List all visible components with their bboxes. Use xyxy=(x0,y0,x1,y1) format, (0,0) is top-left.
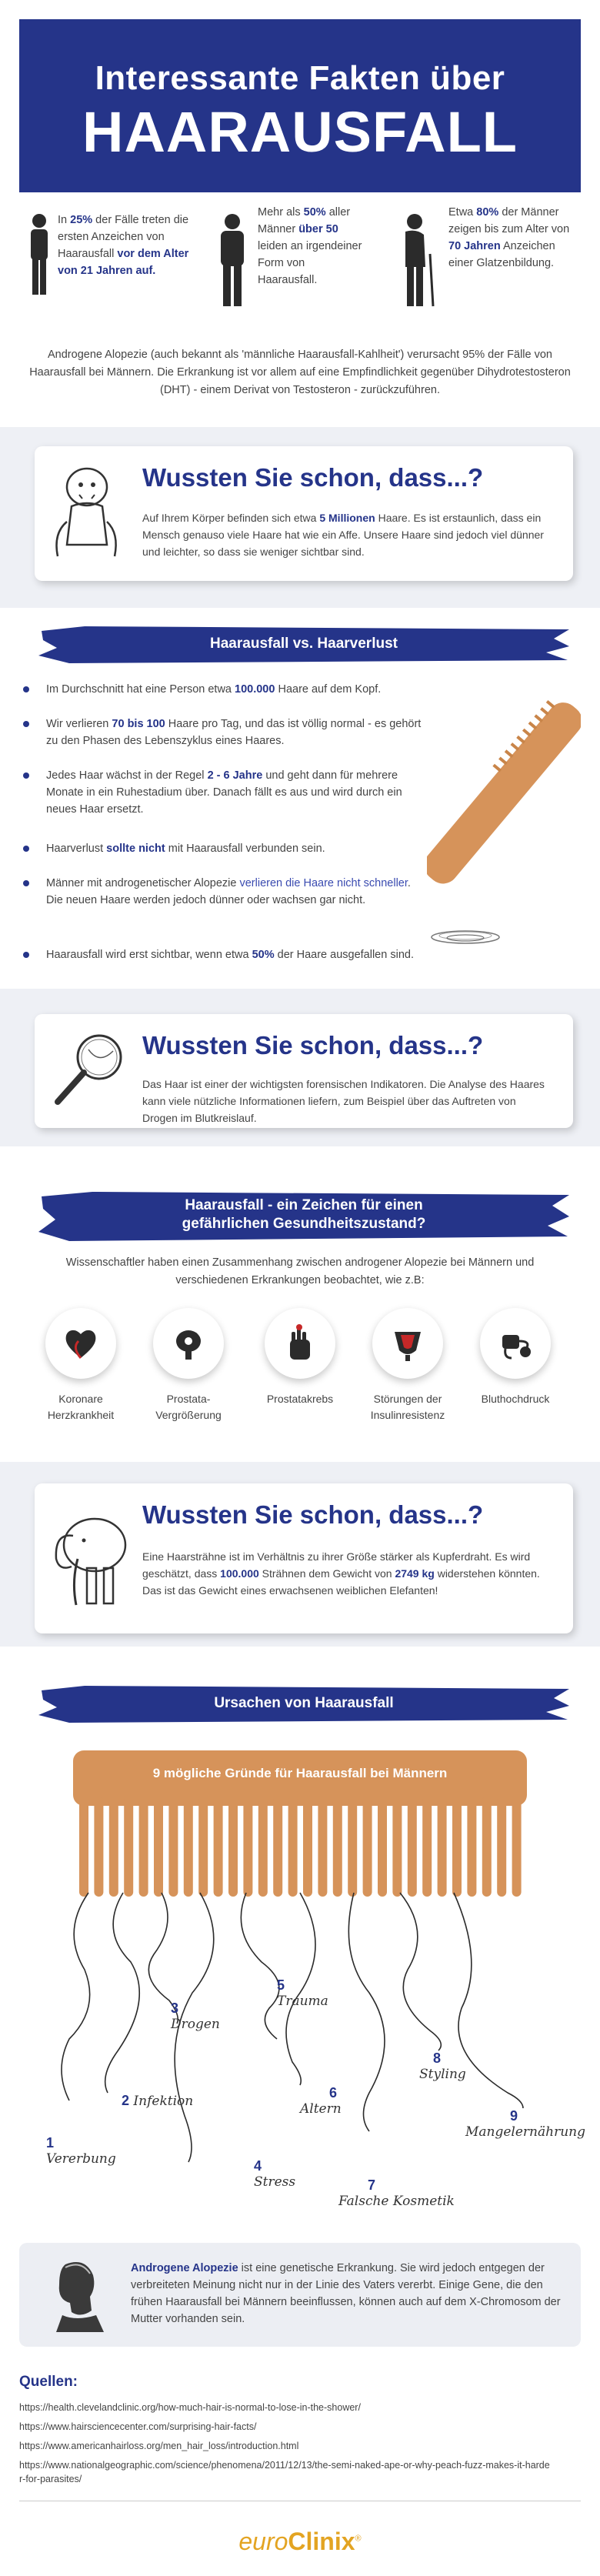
genetic-box xyxy=(19,2243,581,2347)
source-link-3[interactable]: https://www.americanhairloss.org/men_hair_loss/introduction.html xyxy=(19,2441,299,2451)
source-link-1[interactable]: https://health.clevelandclinic.org/how-much-hair-is-normal-to-lose-in-the-shower/ xyxy=(19,2402,361,2413)
comb-tooth xyxy=(198,1797,208,1897)
cause-7: 7 Falsche Kosmetik xyxy=(338,2177,455,2209)
dyk3-title: Wussten Sie schon, dass...? xyxy=(142,1500,484,1529)
comb-tooth xyxy=(168,1797,178,1897)
bullet-1: Im Durchschnitt hat eine Person etwa 100.000 Haare auf dem Kopf. xyxy=(23,681,423,698)
comb-tooth xyxy=(228,1797,238,1897)
disease-prostate-label-2: Vergrößerung xyxy=(155,1409,222,1421)
disease-prostate-cancer-label: Prostatakrebs xyxy=(266,1393,334,1405)
comb-tooth xyxy=(378,1797,387,1897)
cause-5: 5 Trauma xyxy=(277,1977,328,2009)
disease-heart-label-2: Herzkrankheit xyxy=(47,1409,115,1421)
dyk3-text: Eine Haarsträhne ist im Verhältnis zu ihrer Größe stärker als Kupferdraht. Es wird geschätzt, dass 100.000 Strähnen dem Gewicht von 2749 kg widerstehen könnten. Das ist das Gewicht eines erwachsenen weiblichen Elefanten! xyxy=(142,1550,540,1597)
comb-tooth xyxy=(94,1797,103,1897)
dyk2-title: Wussten Sie schon, dass...? xyxy=(142,1031,484,1059)
section-health-banner xyxy=(38,1189,569,1244)
dyk2-text: Das Haar ist einer der wichtigsten forensischen Indikatoren. Die Analyse des Haares kann viele nützliche Informationen liefern, zum Beispiel über das Auftreten von Drogen im Blutkreislauf. xyxy=(142,1078,545,1124)
genetic-text: Androgene Alopezie ist eine genetische Erkrankung. Sie wird jedoch entgegen der verbreiteten Meinung nicht nur in der Linie des Vaters vererbt. Einige Gene, die den frühen Haarausfall bei Männern beeinflussen, können auch auf dem X-Chromosom der Mutter vorhanden sein. xyxy=(131,2262,561,2325)
disease-insulin xyxy=(358,1308,458,1423)
disease-blood-pressure xyxy=(465,1308,565,1407)
comb-tooth xyxy=(258,1797,268,1897)
stat-middle-text: Mehr als 50% aller Männer über 50 leiden an irgendeiner Form von Haarausfall. xyxy=(258,206,362,286)
section-vs-title: Haarausfall vs. Haarverlust xyxy=(210,636,398,652)
science-text: Wissenschaftler haben einen Zusammenhang zwischen androgener Alopezie bei Männern und verschiedenen Erkrankungen beobachtet, wie z.B: xyxy=(65,1256,535,1286)
comb-tooth xyxy=(318,1797,327,1897)
comb-tooth xyxy=(422,1797,432,1897)
comb-tooth xyxy=(348,1797,357,1897)
cause-2: 2 Infektion xyxy=(122,2093,194,2109)
comb-tooth xyxy=(214,1797,223,1897)
stat-young-text: In 25% der Fälle treten die ersten Anzeichen von Haarausfall vor dem Alter von 21 Jahren auf. xyxy=(58,214,189,277)
comb-tooth xyxy=(333,1797,342,1897)
disease-blood-pressure-label: Bluthochdruck xyxy=(481,1393,550,1405)
header-title-line1: Interessante Fakten über xyxy=(95,59,505,97)
disease-heart xyxy=(31,1308,131,1423)
comb-tooth xyxy=(139,1797,148,1897)
disease-heart-label-1: Koronare xyxy=(58,1393,103,1405)
comb-label: 9 mögliche Gründe für Haarausfall bei Männern xyxy=(152,1766,448,1780)
stat-middle xyxy=(215,204,369,319)
bullet-5: Männer mit androgenetischer Alopezie verlieren die Haare nicht schneller. Die neuen Haare werden jedoch dünner oder wachsen gar nicht. xyxy=(23,875,423,909)
blood-pressure-icon xyxy=(496,1324,535,1363)
section-health-title-line2: gefährlichen Gesundheitszustand? xyxy=(182,1216,426,1232)
sources-title: Quellen: xyxy=(19,2374,78,2390)
disease-prostate-label-1: Prostata- xyxy=(166,1393,211,1405)
monkey-icon xyxy=(48,460,125,564)
bullet-6: Haarausfall wird erst sichtbar, wenn etwa 50% der Haare ausgefallen sind. xyxy=(23,946,423,963)
comb-tooth xyxy=(243,1797,252,1897)
stat-elderly-text: Etwa 80% der Männer zeigen bis zum Alter von 70 Jahren Anzeichen einer Glatzenbildung. xyxy=(448,206,570,269)
comb-tooth xyxy=(303,1797,312,1897)
cause-9: 9 Mangelernährung xyxy=(465,2108,585,2140)
source-link-4[interactable]: https://www.nationalgeographic.com/science/phenomena/2011/12/13/the-semi-naked-ape-or-why-peach-fuzz-makes-it-harde xyxy=(19,2460,550,2471)
hair-strands xyxy=(46,1885,554,2208)
did-you-know-1 xyxy=(35,446,573,581)
section-causes-banner xyxy=(38,1681,569,1726)
source-link-2[interactable]: https://www.hairsciencecenter.com/surprising-hair-facts/ xyxy=(19,2421,257,2432)
footer xyxy=(0,2508,600,2576)
dyk1-text: Auf Ihrem Körper befinden sich etwa 5 Millionen Haare. Es ist erstaunlich, dass ein Mensch genauso viele Haare hat wie ein Affe. Unsere Haare sind jedoch viel dünner und leichter, so dass sie weniger sichtbar sind. xyxy=(142,512,544,558)
comb-tooth xyxy=(452,1797,462,1897)
hand-icon xyxy=(281,1324,319,1363)
header-title-line2: HAARAUSFALL xyxy=(82,100,518,164)
young-man-icon xyxy=(27,212,52,296)
cause-8: 8 Styling xyxy=(419,2050,466,2082)
disease-prostate-cancer xyxy=(250,1308,350,1407)
header-banner xyxy=(19,19,581,192)
bladder-icon xyxy=(388,1324,427,1363)
did-you-know-3 xyxy=(35,1483,573,1633)
bullet-3: Jedes Haar wächst in der Regel 2 - 6 Jahre und geht dann für mehrere Monate in ein Ruhestadium über. Danach fällt es aus und wird durch ein neues Haar ersetzt. xyxy=(23,767,423,818)
bullet-2: Wir verlieren 70 bis 100 Haare pro Tag, und das ist völlig normal - es gehört zu den Phasen des Lebenszyklus eines Haares. xyxy=(23,716,423,749)
source-link-4-cont[interactable]: r-for-parasites/ xyxy=(19,2474,82,2484)
cause-3: 3 Drogen xyxy=(171,2000,220,2032)
comb-tooth xyxy=(392,1797,402,1897)
comb-tooth xyxy=(109,1797,118,1897)
did-you-know-2 xyxy=(35,1014,573,1128)
section-causes-title: Ursachen von Haarausfall xyxy=(214,1695,394,1711)
comb-tooth xyxy=(408,1797,417,1897)
elderly-man-icon xyxy=(396,212,439,308)
comb-tooth xyxy=(79,1797,88,1897)
comb-tooth xyxy=(184,1797,193,1897)
comb-tooth xyxy=(288,1797,298,1897)
magnifier-icon xyxy=(48,1028,129,1113)
disease-insulin-label-2: Insulinresistenz xyxy=(370,1409,445,1421)
stat-elderly xyxy=(396,204,581,319)
cause-1: 1 Vererbung xyxy=(46,2135,116,2167)
comb-tooth xyxy=(273,1797,282,1897)
cause-6: 6 Altern xyxy=(300,2085,342,2117)
disease-prostate xyxy=(138,1308,238,1423)
comb-icon xyxy=(427,685,581,893)
comb-tooth xyxy=(512,1797,522,1897)
comb-tooth xyxy=(482,1797,492,1897)
comb-tooth xyxy=(363,1797,372,1897)
comb-tooth xyxy=(467,1797,476,1897)
comb-tooth xyxy=(438,1797,447,1897)
dyk1-title: Wussten Sie schon, dass...? xyxy=(142,463,484,492)
bullet-4: Haarverlust sollte nicht mit Haarausfall verbunden sein. xyxy=(23,840,423,857)
comb-tooth xyxy=(497,1797,506,1897)
disease-insulin-label-1: Störungen der xyxy=(373,1393,442,1405)
section-vs-banner xyxy=(38,622,569,666)
intro-text: Androgene Alopezie (auch bekannt als 'männliche Haarausfall-Kahlheit') verursacht 95% der Fälle von Haarausfall bei Männern. Die Erkrankung ist vor allem auf eine Empfindlichkeit gegenüber Dihydrotestosteron (DHT) - einem Derivat von Testosteron - zurückzuführen. xyxy=(29,349,571,396)
middle-aged-man-icon xyxy=(215,212,249,308)
section-health-title-line1: Haarausfall - ein Zeichen für einen xyxy=(185,1197,423,1213)
comb-tooth xyxy=(124,1797,133,1897)
elephant-icon xyxy=(48,1497,137,1613)
hair-pile-icon xyxy=(427,923,504,946)
cause-4: 4 Stress xyxy=(254,2158,296,2190)
prostate-icon xyxy=(169,1324,208,1363)
stat-young xyxy=(27,204,204,319)
brand-logo[interactable]: euroClinix® xyxy=(238,2528,362,2555)
man-head-icon xyxy=(42,2257,112,2334)
comb-tooth xyxy=(154,1797,163,1897)
heart-icon xyxy=(62,1324,100,1363)
